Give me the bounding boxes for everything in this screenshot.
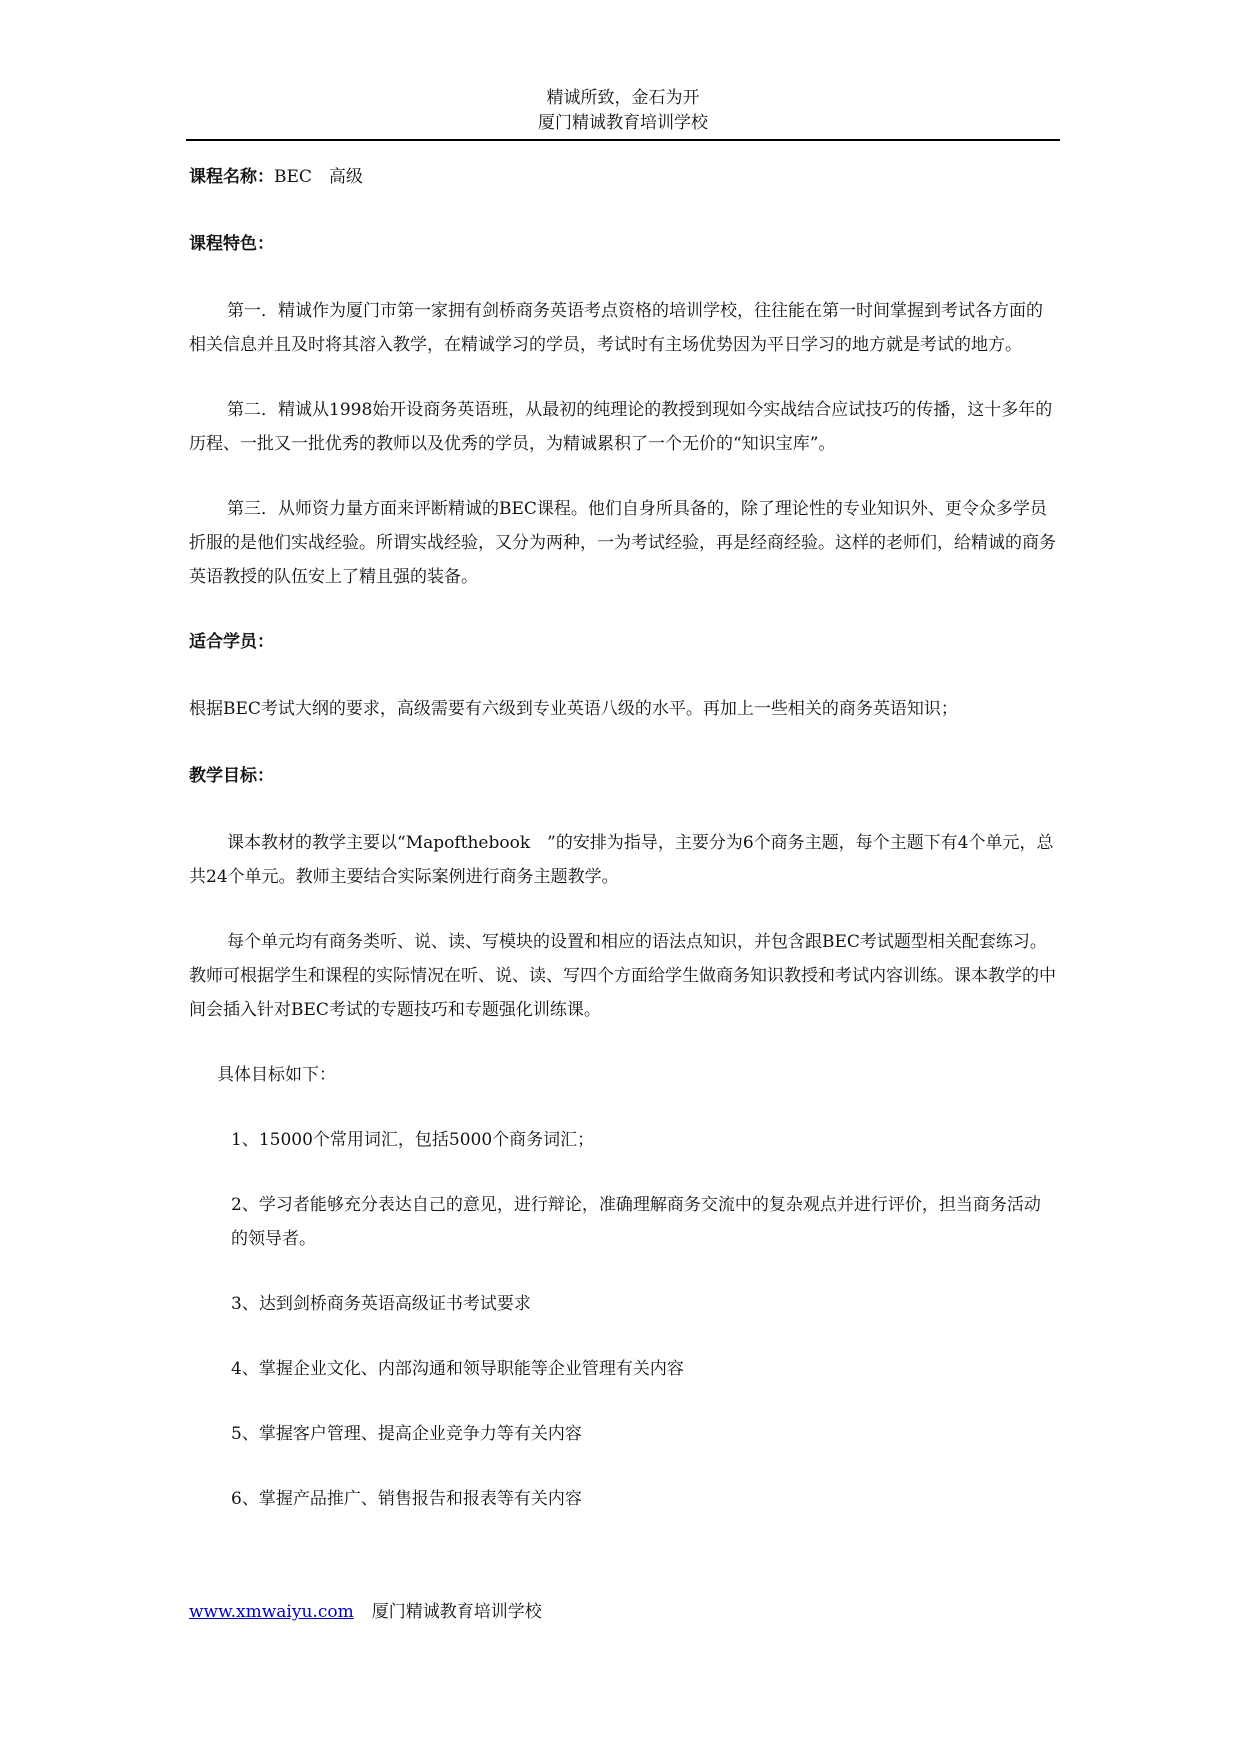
goal-item-5: 5、掌握客户管理、提高企业竞争力等有关内容 xyxy=(231,1424,582,1444)
document-body xyxy=(189,160,1057,1516)
goal-item-1: 1、15000个常用词汇，包括5000个商务词汇； xyxy=(231,1130,595,1150)
goal-item-2: 2、学习者能够充分表达自己的意见，进行辩论，准确理解商务交流中的复杂观点并进行评价，担当商务活动的领导者。 xyxy=(231,1195,1041,1249)
goal-item-3: 3、达到剑桥商务英语高级证书考试要求 xyxy=(231,1294,531,1314)
page-footer xyxy=(189,1597,542,1622)
course-name-value: BEC 高级 xyxy=(274,167,363,187)
goals-paragraph-1: 课本教材的教学主要以“Mapofthebook ”的安排为指导，主要分为6个商务主题，每个主题下有4个单元，总共24个单元。教师主要结合实际案例进行商务主题教学。 xyxy=(189,833,1054,887)
header-school: 厦门精诚教育培训学校 xyxy=(538,113,708,133)
goals-paragraph-2: 每个单元均有商务类听、说、读、写模块的设置和相应的语法点知识，并包含跟BEC考试题型相关配套练习。教师可根据学生和课程的实际情况在听、说、读、写四个方面给学生做商务知识教授和考试内容训练。课本教学的中间会插入针对BEC考试的专题技巧和专题强化训练课。 xyxy=(189,932,1056,1020)
goals-intro: 具体目标如下： xyxy=(217,1065,336,1085)
page-header xyxy=(186,86,1060,136)
features-heading: 课程特色： xyxy=(189,234,274,254)
audience-heading: 适合学员： xyxy=(189,632,274,652)
goal-item-6: 6、掌握产品推广、销售报告和报表等有关内容 xyxy=(231,1489,582,1509)
course-name-label: 课程名称： xyxy=(189,167,274,187)
footer-website-link[interactable]: www.xmwaiyu.com xyxy=(189,1602,354,1622)
goals-heading: 教学目标： xyxy=(189,766,274,786)
goal-item-4: 4、掌握企业文化、内部沟通和领导职能等企业管理有关内容 xyxy=(231,1359,684,1379)
feature-paragraph-3: 第三．从师资力量方面来评断精诚的BEC课程。他们自身所具备的，除了理论性的专业知识外、更令众多学员折服的是他们实战经验。所谓实战经验，又分为两种，一为考试经验，再是经商经验。这样的老师们，给精诚的商务英语教授的队伍安上了精且强的装备。 xyxy=(189,499,1056,587)
footer-school: 厦门精诚教育培训学校 xyxy=(371,1602,542,1622)
header-divider xyxy=(186,139,1060,141)
feature-paragraph-1: 第一．精诚作为厦门市第一家拥有剑桥商务英语考点资格的培训学校，往往能在第一时间掌握到考试各方面的相关信息并且及时将其溶入教学，在精诚学习的学员，考试时有主场优势因为平日学习的地方就是考试的地方。 xyxy=(189,301,1043,355)
course-name-line xyxy=(189,160,1057,194)
feature-paragraph-2: 第二．精诚从1998始开设商务英语班，从最初的纯理论的教授到现如今实战结合应试技巧的传播，这十多年的历程、一批又一批优秀的教师以及优秀的学员，为精诚累积了一个无价的“知识宝库”。 xyxy=(189,400,1053,454)
audience-text: 根据BEC考试大纲的要求，高级需要有六级到专业英语八级的水平。再加上一些相关的商务英语知识； xyxy=(189,699,958,719)
header-slogan: 精诚所致，金石为开 xyxy=(546,88,700,108)
